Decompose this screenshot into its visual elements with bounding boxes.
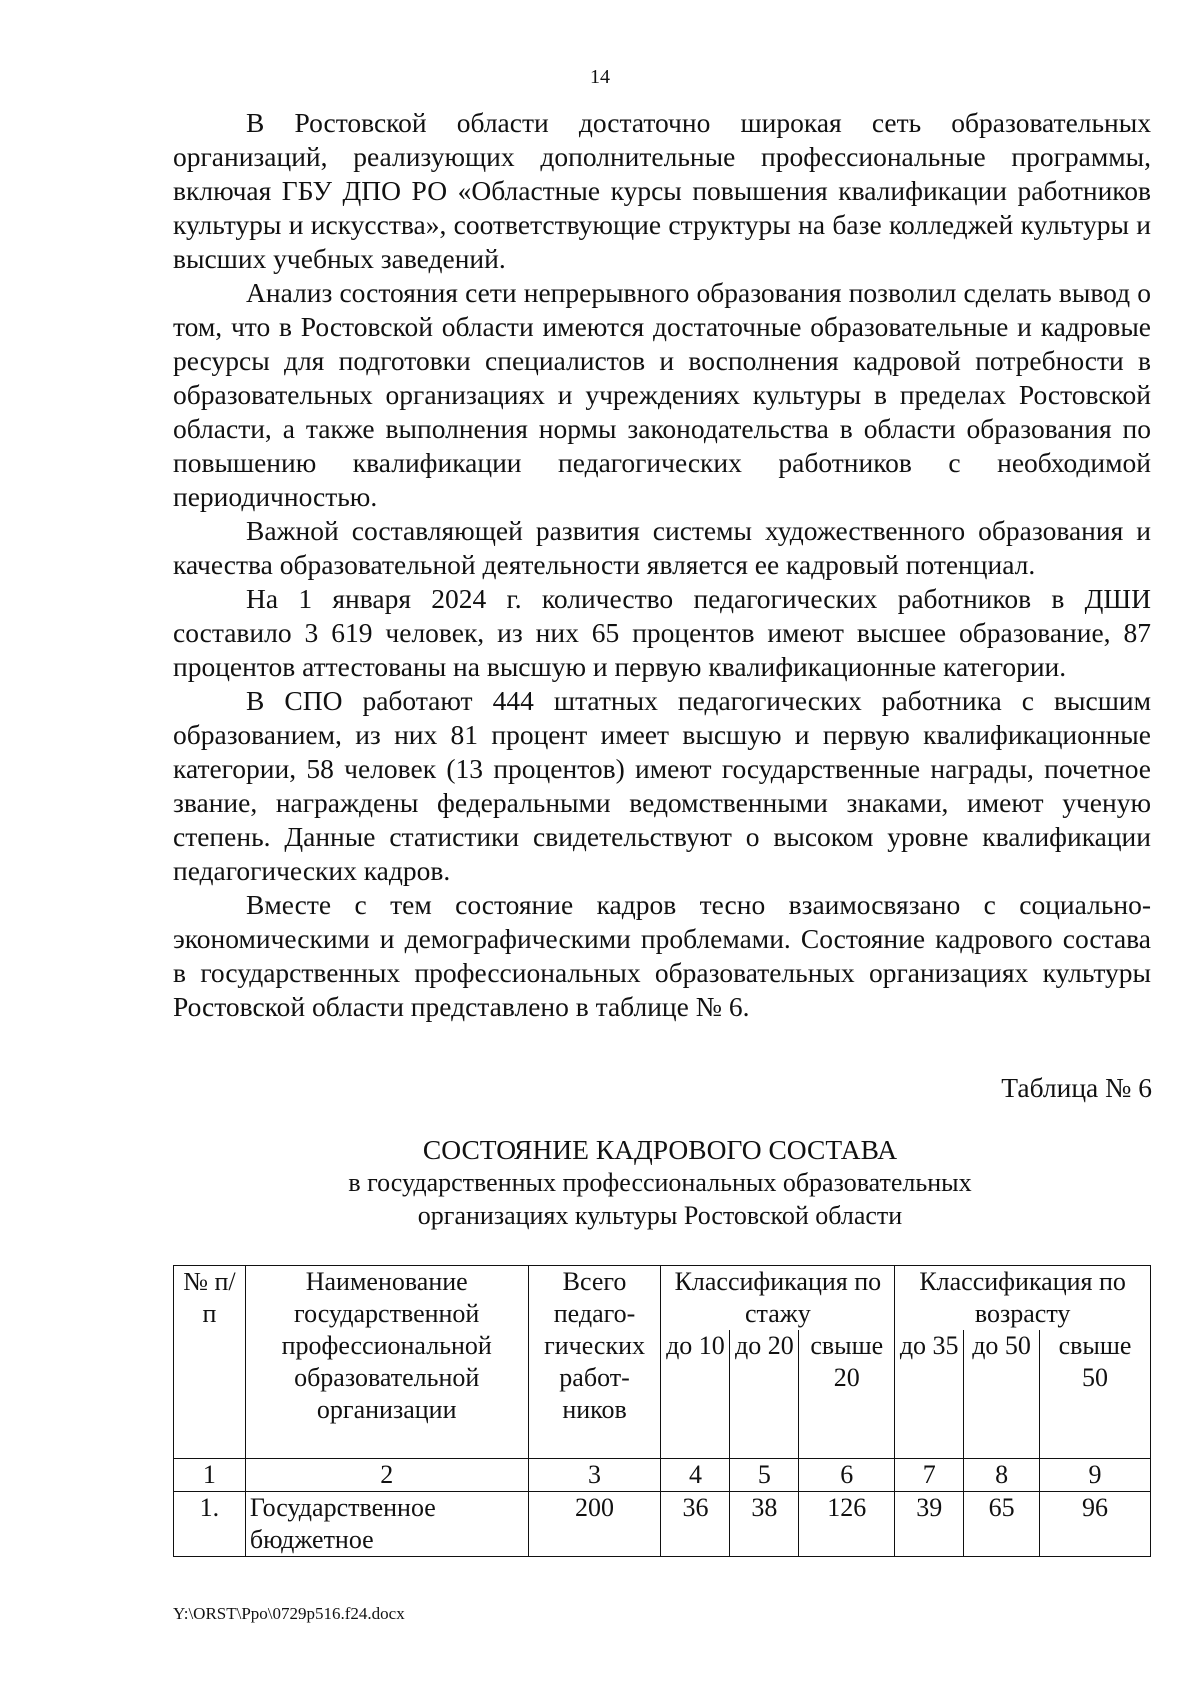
cell-num: 1. [174, 1491, 246, 1556]
cell-age-50: 65 [964, 1491, 1040, 1556]
column-number: 2 [245, 1458, 528, 1491]
cell-name: Государственное бюджетное [245, 1491, 528, 1556]
staff-table [173, 1265, 1151, 1557]
column-number: 4 [661, 1458, 730, 1491]
header-total: Всего педаго-гических работ-ников [528, 1266, 661, 1459]
page-number: 14 [590, 66, 610, 88]
header-exp-col: до 20 [730, 1330, 799, 1458]
header-exp-col: свыше 20 [799, 1330, 895, 1458]
paragraph: На 1 января 2024 г. количество педагогических работников в ДШИ составило 3 619 человек, из них 65 процентов имеют высшее образование, 87 процентов аттестованы на высшую и первую квалификационные категории. [173, 583, 1151, 682]
column-number: 6 [799, 1458, 895, 1491]
header-by-age: Классификация по возрасту [895, 1266, 1151, 1331]
column-number: 5 [730, 1458, 799, 1491]
column-number: 1 [174, 1458, 246, 1491]
table-title [0, 1133, 1200, 1232]
column-number-row [174, 1458, 1151, 1491]
header-age-col: до 35 [895, 1330, 964, 1458]
cell-exp-10: 36 [661, 1491, 730, 1556]
paragraph: Анализ состояния сети непрерывного образования позволил сделать вывод о том, что в Ростовской области имеются достаточные образовательные и кадровые ресурсы для подготовки специалистов и восполнения кадровой потребности в образовательных организациях и учреждениях культуры в пределах Ростовской области, а также выполнения нормы законодательства в области образования по повышению квалификации педагогических работников с необходимой периодичностью. [173, 277, 1151, 512]
footer-file-path: Y:\ORST\Ppo\0729p516.f24.docx [173, 1604, 405, 1623]
cell-age-35: 39 [895, 1491, 964, 1556]
column-number: 8 [964, 1458, 1040, 1491]
table-title-main: СОСТОЯНИЕ КАДРОВОГО СОСТАВА [422, 1134, 898, 1165]
header-age-col: до 50 [964, 1330, 1040, 1458]
column-number: 3 [528, 1458, 661, 1491]
column-number: 9 [1040, 1458, 1151, 1491]
header-age-col: свыше 50 [1040, 1330, 1151, 1458]
paragraph: В СПО работают 444 штатных педагогических работника с высшим образованием, из них 81 процент имеет высшую и первую квалификационные категории, 58 человек (13 процентов) имеют государственные награды, почетное звание, награждены федеральными ведомственными знаками, имеют ученую степень. Данные статистики свидетельствуют о высоком уровне квалификации педагогических кадров. [173, 685, 1151, 886]
paragraph: Вместе с тем состояние кадров тесно взаимосвязано с социально-экономическими и демографическими проблемами. Состояние кадрового состава в государственных профессиональных образовательных организациях культуры Ростовской области представлено в таблице № 6. [173, 889, 1151, 1022]
header-exp-col: до 10 [661, 1330, 730, 1458]
table-caption: Таблица № 6 [1001, 1072, 1152, 1103]
header-num: № п/п [174, 1266, 246, 1459]
cell-exp-over-20: 126 [799, 1491, 895, 1556]
cell-age-over-50: 96 [1040, 1491, 1151, 1556]
paragraph: Важной составляющей развития системы художественного образования и качества образовательной деятельности является ее кадровый потенциал. [173, 515, 1151, 580]
header-name: Наименование государственной профессиональной образовательной организации [245, 1266, 528, 1459]
table-title-line3: организациях культуры Ростовской области [417, 1201, 903, 1230]
table-title-line2: в государственных профессиональных образовательных [348, 1168, 972, 1197]
header-by-experience: Классификация по стажу [661, 1266, 895, 1331]
body-text [173, 106, 1151, 1024]
cell-total: 200 [528, 1491, 661, 1556]
column-number: 7 [895, 1458, 964, 1491]
paragraph: В Ростовской области достаточно широкая сеть образовательных организаций, реализующих дополнительные профессиональные программы, включая ГБУ ДПО РО «Областные курсы повышения квалификации работников культуры и искусства», соответствующие структуры на базе колледжей культуры и высших учебных заведений. [173, 107, 1151, 274]
table-row [174, 1491, 1151, 1556]
cell-exp-20: 38 [730, 1491, 799, 1556]
